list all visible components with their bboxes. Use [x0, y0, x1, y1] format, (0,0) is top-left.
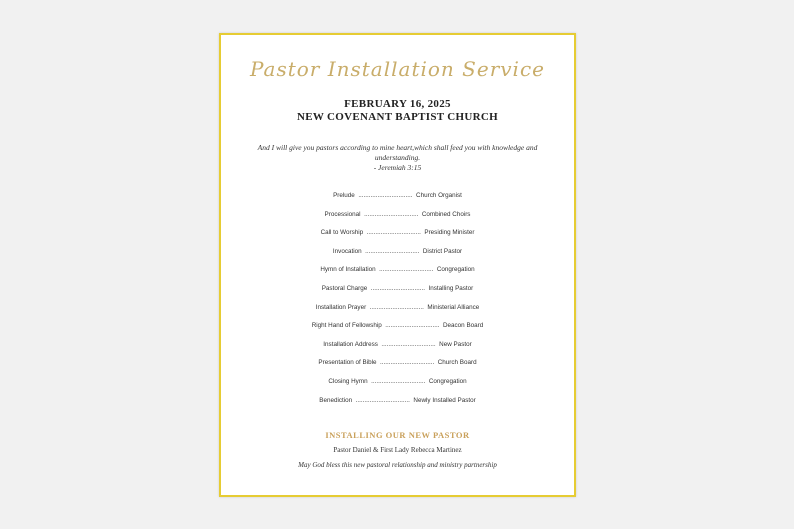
program-role: Ministerial Alliance	[427, 303, 480, 311]
verse-text: And I will give you pastors according to mine heart,which shall feed you with knowledge and understanding.	[257, 143, 538, 162]
program-row	[221, 357, 574, 376]
pastor-names: Pastor Daniel & First Lady Rebecca Martinez	[333, 446, 462, 454]
program-item: Prelude	[333, 192, 355, 199]
program-item: Invocation	[332, 247, 362, 255]
program-row	[221, 190, 574, 209]
program-item: Benediction	[319, 396, 353, 404]
program-role: District Pastor	[422, 247, 463, 255]
program-role: Deacon Board	[442, 322, 484, 330]
program-row	[221, 246, 574, 265]
program-row	[221, 302, 574, 321]
program-item: Closing Hymn	[328, 377, 368, 385]
program-row	[221, 264, 574, 283]
program-dots: ...............................	[365, 247, 420, 255]
program-page	[219, 33, 576, 497]
program-item: Processional	[324, 210, 361, 218]
program-dots: ...............................	[366, 229, 421, 237]
program-role: Congregation	[436, 266, 475, 274]
program-dots: ...............................	[370, 284, 425, 292]
program-role: Combined Choirs	[421, 210, 471, 218]
program-row	[221, 376, 574, 395]
program-dots: ...............................	[371, 377, 426, 385]
program-item: Installation Prayer	[315, 303, 367, 311]
program-dots: ...............................	[379, 266, 434, 274]
program-item: Call to Worship	[320, 229, 364, 237]
program-row	[221, 227, 574, 246]
program-role: Congregation	[428, 377, 467, 385]
program-dots: ...............................	[364, 210, 419, 218]
program-row	[221, 283, 574, 302]
program-role: Presiding Minister	[424, 229, 475, 237]
program-item: Right Hand of Fellowship	[311, 322, 382, 330]
verse-reference: - Jeremiah 3:15	[373, 163, 422, 172]
program-role: New Pastor	[439, 340, 472, 348]
program-role: Installing Pastor	[428, 284, 474, 292]
program-role: Church Board	[437, 359, 477, 367]
program-item: Presentation of Bible	[318, 359, 377, 367]
scripture-verse	[245, 143, 550, 173]
service-date: FEBRUARY 16, 2025	[344, 98, 451, 110]
program-dots: ...............................	[369, 303, 424, 311]
installing-heading: INSTALLING OUR NEW PASTOR	[325, 430, 470, 440]
program-item: Installation Address	[323, 340, 378, 348]
church-name: NEW COVENANT BAPTIST CHURCH	[297, 111, 498, 123]
program-role: Church Organist	[416, 192, 462, 199]
program-dots: ...............................	[385, 322, 440, 330]
program-list	[221, 190, 574, 413]
program-role: Newly Installed Pastor	[413, 396, 476, 404]
program-item: Hymn of Installation	[320, 266, 376, 274]
program-item: Pastoral Charge	[321, 284, 368, 292]
program-row	[221, 395, 574, 414]
program-dots: ...............................	[355, 396, 410, 404]
program-row	[221, 339, 574, 358]
program-row	[221, 209, 574, 228]
program-dots: ...............................	[358, 192, 413, 199]
program-row	[221, 320, 574, 339]
script-title: Pastor Installation Service	[249, 57, 545, 81]
program-dots: ...............................	[380, 359, 435, 367]
program-dots: ...............................	[381, 340, 436, 348]
blessing-text: May God bless this new pastoral relationship and ministry partnership	[298, 461, 497, 469]
